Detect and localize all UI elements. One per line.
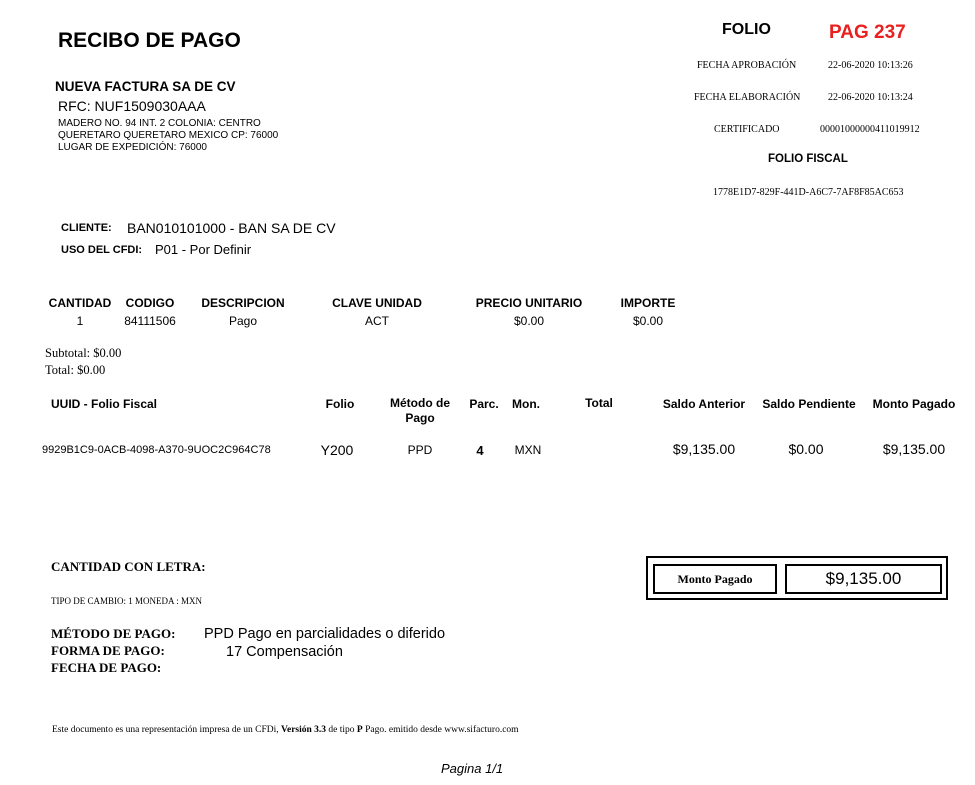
fecha-aprobacion-label: FECHA APROBACIÓN (697, 60, 797, 71)
folio-value: PAG 237 (829, 22, 906, 43)
fecha-pago-label: FECHA DE PAGO: (51, 660, 162, 675)
forma-pago-value: 17 Compensación (226, 644, 343, 660)
footer-note (52, 725, 519, 735)
cell-saldo-anterior: $9,135.00 (672, 441, 736, 457)
cell-descripcion: Pago (228, 314, 258, 328)
fecha-elaboracion-label: FECHA ELABORACIÓN (694, 92, 801, 103)
footer-text-middle: de tipo (326, 725, 357, 735)
cell-parc: 4 (476, 443, 484, 458)
col-header-parc: Parc. (469, 397, 499, 411)
company-rfc: RFC: NUF1509030AAA (58, 98, 206, 114)
total: Total: $0.00 (45, 363, 106, 377)
col-header-clave-unidad: CLAVE UNIDAD (332, 296, 422, 310)
col-header-folio: Folio (325, 397, 355, 411)
metodo-pago-value: PPD Pago en parcialidades o diferido (204, 626, 446, 642)
uso-cfdi-label: USO DEL CFDI: (61, 244, 143, 256)
col-header-precio-unitario: PRECIO UNITARIO (475, 296, 583, 310)
cell-clave-unidad: ACT (365, 314, 389, 328)
company-address-line1: MADERO NO. 94 INT. 2 COLONIA: CENTRO (58, 118, 261, 129)
folio-fiscal-value: 1778E1D7-829F-441D-A6C7-7AF8F85AC653 (713, 187, 904, 198)
forma-pago-label: FORMA DE PAGO: (51, 643, 165, 658)
company-name: NUEVA FACTURA SA DE CV (55, 79, 236, 94)
cliente-label: CLIENTE: (61, 222, 112, 234)
cliente-value: BAN010101000 - BAN SA DE CV (127, 220, 336, 236)
monto-pagado-value-box (785, 564, 942, 594)
cantidad-con-letra-label: CANTIDAD CON LETRA: (51, 559, 206, 574)
col-header-saldo-anterior: Saldo Anterior (662, 397, 746, 411)
col-header-descripcion: DESCRIPCION (201, 296, 285, 310)
fecha-aprobacion-value: 22-06-2020 10:13:26 (828, 60, 913, 71)
certificado-label: CERTIFICADO (714, 124, 780, 135)
cell-codigo: 84111506 (124, 314, 176, 328)
tipo-cambio: TIPO DE CAMBIO: 1 MONEDA : MXN (51, 596, 203, 606)
monto-pagado-label: Monto Pagado (677, 571, 753, 586)
certificado-value: 00001000000411019912 (820, 124, 920, 135)
footer-tipo: P (356, 725, 363, 735)
monto-pagado-value: $9,135.00 (825, 569, 902, 588)
folio-label: FOLIO (722, 21, 771, 38)
cell-saldo-pendiente: $0.00 (788, 441, 824, 457)
cell-precio-unitario: $0.00 (513, 314, 545, 328)
folio-fiscal-label: FOLIO FISCAL (768, 153, 848, 165)
document-title: RECIBO DE PAGO (58, 29, 241, 52)
cell-importe: $0.00 (632, 314, 664, 328)
footer-version: Versión 3.3 (281, 725, 327, 735)
company-address-line3: LUGAR DE EXPEDICIÓN: 76000 (58, 142, 207, 153)
company-address-line2: QUERETARO QUERETARO MEXICO CP: 76000 (58, 130, 279, 141)
col-header-total: Total (585, 396, 613, 410)
cell-uuid: 9929B1C9-0ACB-4098-A370-9UOC2C964C78 (42, 444, 271, 456)
monto-pagado-label-box (653, 564, 777, 594)
subtotal: Subtotal: $0.00 (45, 346, 122, 360)
col-header-importe: IMPORTE (620, 296, 676, 310)
cell-metodo: PPD (407, 443, 433, 457)
cell-mon: MXN (514, 443, 542, 457)
page-number: Pagina 1/1 (441, 761, 504, 776)
cell-monto-pagado: $9,135.00 (882, 441, 946, 457)
col-header-monto-pagado: Monto Pagado (872, 397, 956, 411)
col-header-codigo: CODIGO (125, 296, 175, 310)
col-header-metodo-line2: Pago (405, 411, 435, 425)
col-header-cantidad: CANTIDAD (48, 296, 112, 310)
cell-folio: Y200 (320, 442, 354, 458)
col-header-metodo-line1: Método de (390, 396, 450, 410)
col-header-uuid: UUID - Folio Fiscal (51, 397, 158, 411)
uso-cfdi-value: P01 - Por Definir (155, 242, 252, 257)
col-header-saldo-pendiente: Saldo Pendiente (762, 397, 856, 411)
metodo-pago-label: MÉTODO DE PAGO: (51, 626, 176, 641)
cell-cantidad: 1 (76, 314, 84, 328)
fecha-elaboracion-value: 22-06-2020 10:13:24 (828, 92, 913, 103)
col-header-mon: Mon. (512, 397, 540, 411)
footer-text-after: Pago. emitido desde www.sifacturo.com (362, 725, 519, 735)
monto-pagado-box (646, 556, 948, 600)
footer-text-before: Este documento es una representación impresa de un CFDi, (52, 725, 281, 735)
